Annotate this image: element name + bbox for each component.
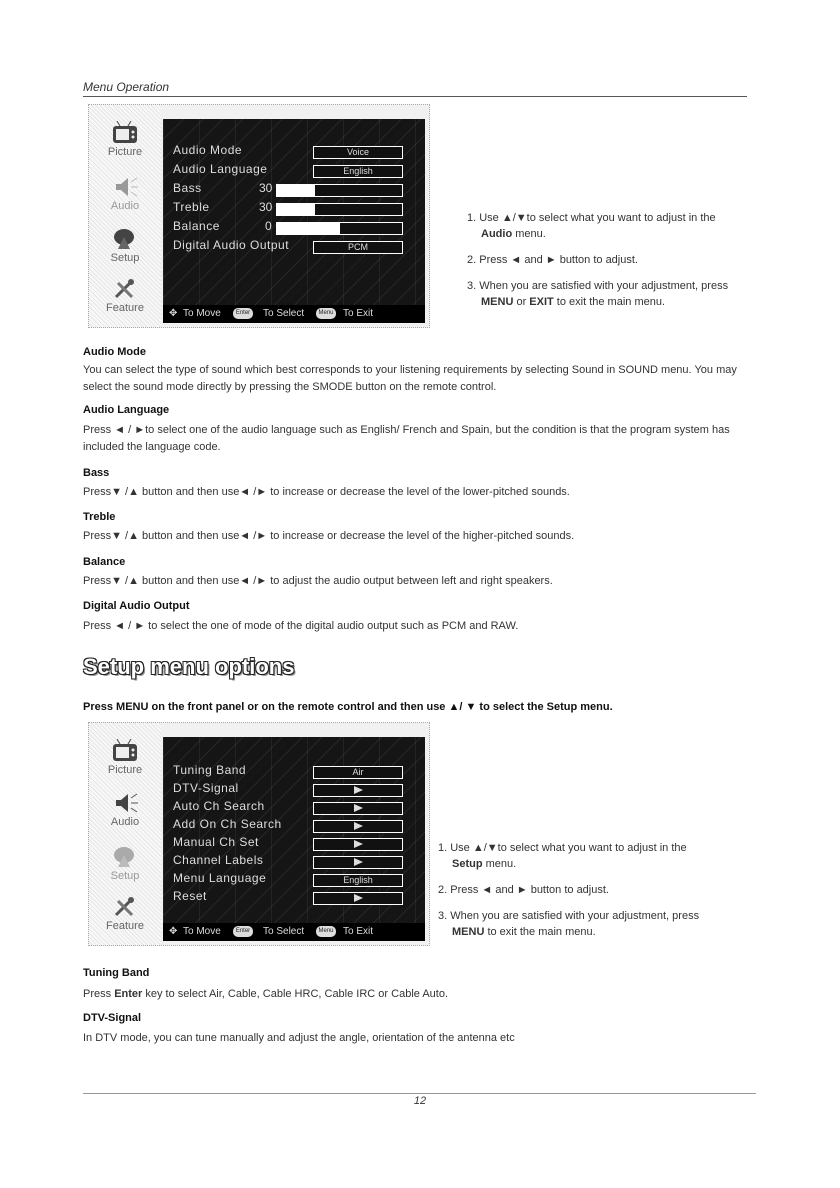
side-item-setup: Setup bbox=[89, 221, 161, 277]
page-header bbox=[83, 80, 747, 97]
section-title-bass: Bass bbox=[83, 467, 110, 479]
audio-language-value: English bbox=[313, 165, 403, 178]
tools-icon bbox=[110, 277, 140, 301]
osd-row-auto-ch-search: Auto Ch Search bbox=[173, 799, 423, 817]
section-text-tuning-band: Press Enter key to select Air, Cable, Cable HRC, Cable IRC or Cable Auto. bbox=[83, 988, 449, 1000]
section-text-dtv-signal: In DTV mode, you can tune manually and adjust the angle, orientation of the antenna etc bbox=[83, 1032, 515, 1044]
audio-steps: 1. Use ▲/▼to select what you want to adjust in the Audio menu. 2. Press ◄ and ► button to adjust. 3. When you are satisfied with your adjustment, press MENU or EXIT to exit the main menu. bbox=[467, 212, 729, 308]
osd-menu-panel bbox=[163, 737, 425, 941]
osd-menu-panel bbox=[163, 119, 425, 323]
section-title-treble: Treble bbox=[83, 511, 116, 523]
section-title-audio-language: Audio Language bbox=[83, 404, 170, 416]
setup-section-heading: Setup menu options bbox=[83, 654, 295, 679]
section-title-dtv-signal: DTV-Signal bbox=[83, 1012, 142, 1024]
page-number: 12 bbox=[413, 1095, 427, 1107]
satellite-dish-icon bbox=[110, 845, 140, 869]
setup-osd-screenshot bbox=[88, 722, 430, 946]
osd-row-channel-labels: Channel Labels bbox=[173, 853, 423, 871]
tools-icon bbox=[110, 895, 140, 919]
audio-mode-value: Voice bbox=[313, 146, 403, 159]
osd-row-reset: Reset bbox=[173, 889, 423, 907]
side-item-picture: Picture bbox=[89, 733, 161, 789]
bass-level-bar bbox=[276, 184, 403, 197]
section-text-audio-language: Press ◄ / ►to select one of the audio language such as English/ French and Spain, but the condition is that the program system has included the language code. bbox=[83, 424, 730, 453]
section-title-digital-audio-output: Digital Audio Output bbox=[83, 600, 190, 612]
side-item-feature: Feature bbox=[89, 889, 161, 945]
section-title-balance: Balance bbox=[83, 556, 126, 568]
section-text-digital-audio-output: Press ◄ / ► to select the one of mode of the digital audio output such as PCM and RAW. bbox=[83, 620, 519, 632]
section-text-bass: Press▼ /▲ button and then use◄ /► to increase or decrease the level of the lower-pitched sounds. bbox=[83, 486, 570, 498]
speaker-icon bbox=[110, 175, 140, 199]
tv-icon bbox=[110, 121, 140, 145]
section-text-treble: Press▼ /▲ button and then use◄ /► to increase or decrease the level of the higher-pitched sounds. bbox=[83, 530, 575, 542]
enter-key-icon: Enter bbox=[233, 308, 253, 319]
satellite-dish-icon bbox=[110, 227, 140, 251]
osd-sidebar bbox=[89, 105, 161, 327]
osd-row-tuning-band: Tuning Band Air bbox=[173, 763, 423, 781]
right-arrow-icon bbox=[313, 802, 403, 815]
osd-footer: ✥ To Move Enter To Select Menu To Exit bbox=[163, 305, 425, 323]
osd-row-manual-ch-set: Manual Ch Set bbox=[173, 835, 423, 853]
right-arrow-icon bbox=[313, 784, 403, 797]
osd-row-bass: Bass 30 bbox=[173, 181, 423, 199]
section-text-audio-mode: You can select the type of sound which best corresponds to your listening requirements by selecting Sound in SOUND menu. You may select the sound mode directly by pressing the SMODE button on the remote control. bbox=[83, 364, 737, 393]
tv-icon bbox=[110, 739, 140, 763]
right-arrow-icon bbox=[313, 856, 403, 869]
osd-row-audio-language: Audio Language English bbox=[173, 162, 423, 180]
menu-language-value: English bbox=[313, 874, 403, 887]
side-item-audio: Audio bbox=[89, 169, 161, 225]
osd-row-digital-audio-output: Digital Audio Output PCM bbox=[173, 238, 423, 256]
menu-key-icon: Menu bbox=[316, 926, 336, 937]
dpad-icon: ✥ bbox=[169, 926, 178, 937]
right-arrow-icon bbox=[313, 892, 403, 905]
osd-row-balance: Balance 0 bbox=[173, 219, 423, 237]
header-title: Menu Operation bbox=[83, 80, 170, 94]
menu-key-icon: Menu bbox=[316, 308, 336, 319]
speaker-icon bbox=[110, 791, 140, 815]
setup-intro: Press MENU on the front panel or on the remote control and then use ▲/ ▼ to select the Setup menu. bbox=[83, 701, 613, 713]
osd-row-menu-language: Menu Language English bbox=[173, 871, 423, 889]
side-item-setup: Setup bbox=[89, 839, 161, 895]
audio-osd-screenshot bbox=[88, 104, 430, 328]
digital-audio-output-value: PCM bbox=[313, 241, 403, 254]
tuning-band-value: Air bbox=[313, 766, 403, 779]
right-arrow-icon bbox=[313, 838, 403, 851]
right-arrow-icon bbox=[313, 820, 403, 833]
osd-footer: ✥ To Move Enter To Select Menu To Exit bbox=[163, 923, 425, 941]
side-item-feature: Feature bbox=[89, 271, 161, 327]
osd-row-treble: Treble 30 bbox=[173, 200, 423, 218]
enter-key-icon: Enter bbox=[233, 926, 253, 937]
section-title-audio-mode: Audio Mode bbox=[83, 346, 146, 358]
setup-steps: 1. Use ▲/▼to select what you want to adjust in the Setup menu. 2. Press ◄ and ► button to adjust. 3. When you are satisfied with your adjustment, press MENU to exit the main menu. bbox=[438, 842, 700, 938]
balance-level-bar bbox=[276, 222, 403, 235]
section-text-balance: Press▼ /▲ button and then use◄ /► to adjust the audio output between left and right speakers. bbox=[83, 575, 553, 587]
side-item-audio: Audio bbox=[89, 785, 161, 841]
dpad-icon: ✥ bbox=[169, 308, 178, 319]
section-title-tuning-band: Tuning Band bbox=[83, 967, 150, 979]
osd-row-add-on-ch-search: Add On Ch Search bbox=[173, 817, 423, 835]
osd-row-audio-mode: Audio Mode Voice bbox=[173, 143, 423, 161]
treble-level-bar bbox=[276, 203, 403, 216]
osd-row-dtv-signal: DTV-Signal bbox=[173, 781, 423, 799]
footer-rule bbox=[83, 1093, 756, 1094]
side-item-picture: Picture bbox=[89, 115, 161, 171]
osd-sidebar bbox=[89, 723, 161, 945]
